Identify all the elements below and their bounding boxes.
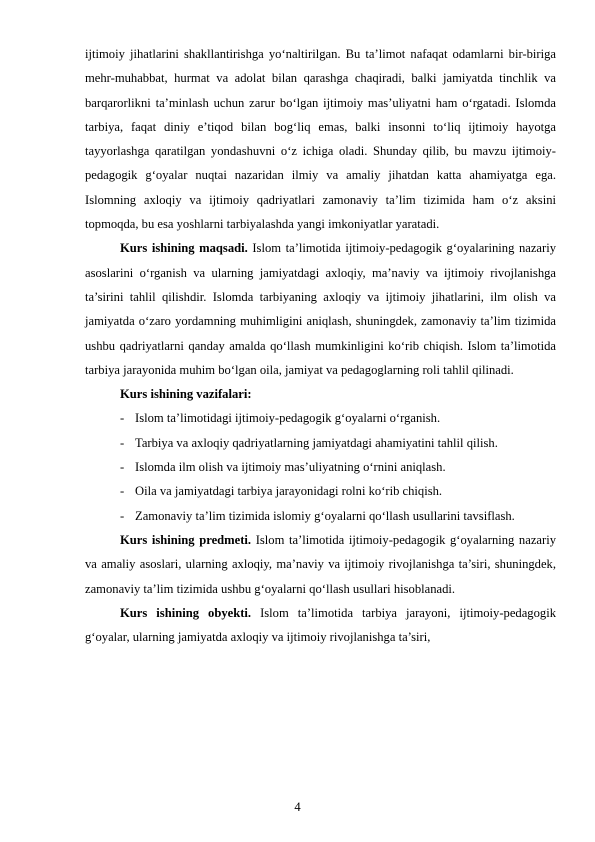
list-item bbox=[85, 406, 556, 430]
dash-bullet: - bbox=[120, 411, 125, 426]
dash-bullet: - bbox=[120, 460, 125, 475]
purpose-text: Islom ta’limotida ijtimoiy-pedagogik g‘oyalarining nazariy asoslarini o‘rganish va ularning jamiyatdagi axloqiy, ma’naviy va ijtimoiy rivojlanishga ta’sirini tahlil qilishdir. Islomda tarbiyaning axloqiy va ijtimoiy jihatlarini, ilm olish va jamiyatda o‘zaro yordamning muhimligini aniqlash, shuningdek, zamonaviy ta’lim tizimida ushbu qadriyatlarni qanday amalda qo‘llash mumkinligini ko‘rib chiqish. Islom ta’limotida tarbiya jarayonida muhim bo‘lgan oila, jamiyat va pedagoglarning roli tahlil qilinadi. bbox=[85, 241, 557, 377]
object-heading: Kurs ishining obyekti. bbox=[120, 605, 252, 620]
dash-bullet: - bbox=[120, 484, 125, 499]
subject-heading: Kurs ishining predmeti. bbox=[120, 532, 252, 547]
task-text: Oila va jamiyatdagi tarbiya jarayonidagi rolni ko‘rib chiqish. bbox=[135, 484, 443, 499]
tasks-list bbox=[85, 406, 556, 527]
task-text: Islomda ilm olish va ijtimoiy mas’uliyatning o‘rnini aniqlash. bbox=[135, 460, 446, 475]
task-text: Islom ta’limotidagi ijtimoiy-pedagogik g‘oyalarni o‘rganish. bbox=[135, 411, 441, 426]
page-number: 4 bbox=[294, 800, 301, 814]
list-item bbox=[85, 431, 556, 455]
object-text: Islom ta’limotida tarbiya jarayoni, ijtimoiy-pedagogik g‘oyalar, ularning jamiyatda axloqiy va ijtimoiy rivojlanishga ta’siri, bbox=[85, 605, 556, 645]
task-text: Zamonaviy ta’lim tizimida islomiy g‘oyalarni qo‘llash usullarini tavsiflash. bbox=[135, 508, 515, 523]
purpose-paragraph bbox=[85, 236, 556, 382]
intro-paragraph: ijtimoiy jihatlarini shakllantirishga yo‘naltirilgan. Bu ta’limot nafaqat odamlarni bir-biriga mehr-muhabbat, hurmat va adolat bilan qarashga chaqiradi, balki jamiyatda tinchlik va barqarorlikni ta’minlash uchun zarur bo‘lgan ijtimoiy mas’uliyatni ham o‘rgatadi. Islomda tarbiya, faqat diniy e’tiqod bilan bog‘liq emas, balki insonni to‘liq ijtimoiy hayotga tayyorlashga qaratilgan yondashuvni o‘z ichiga oladi. Shunday qilib, bu mavzu ijtimoiy-pedagogik g‘oyalar nuqtai nazaridan ilmiy va amaliy jihatdan katta ahamiyatga ega. Islomning axloqiy va ijtimoiy qadriyatlari zamonaviy ta’lim tizimida ham o‘z aksini topmoqda, bu esa yoshlarni tarbiyalashda yangi imkoniyatlar yaratadi. bbox=[85, 47, 556, 232]
task-text: Tarbiya va axloqiy qadriyatlarning jamiyatdagi ahamiyatini tahlil qilish. bbox=[135, 435, 498, 450]
object-paragraph bbox=[85, 601, 556, 650]
subject-paragraph bbox=[85, 528, 556, 601]
document-page bbox=[85, 42, 556, 649]
list-item bbox=[85, 479, 556, 503]
subject-text: Islom ta’limotida ijtimoiy-pedagogik g‘oyalarning nazariy va amaliy asoslari, ularning axloqiy, ma’naviy va ijtimoiy rivojlanishga ta’siri, shuningdek, zamonaviy ta’lim tizimida ushbu g‘oyalarni qo‘llash usullari hisoblanadi. bbox=[85, 532, 556, 596]
tasks-heading: Kurs ishining vazifalari: bbox=[120, 387, 252, 402]
list-item bbox=[85, 504, 556, 528]
purpose-heading: Kurs ishining maqsadi. bbox=[120, 241, 248, 256]
dash-bullet: - bbox=[120, 435, 125, 450]
list-item bbox=[85, 455, 556, 479]
dash-bullet: - bbox=[120, 508, 125, 523]
